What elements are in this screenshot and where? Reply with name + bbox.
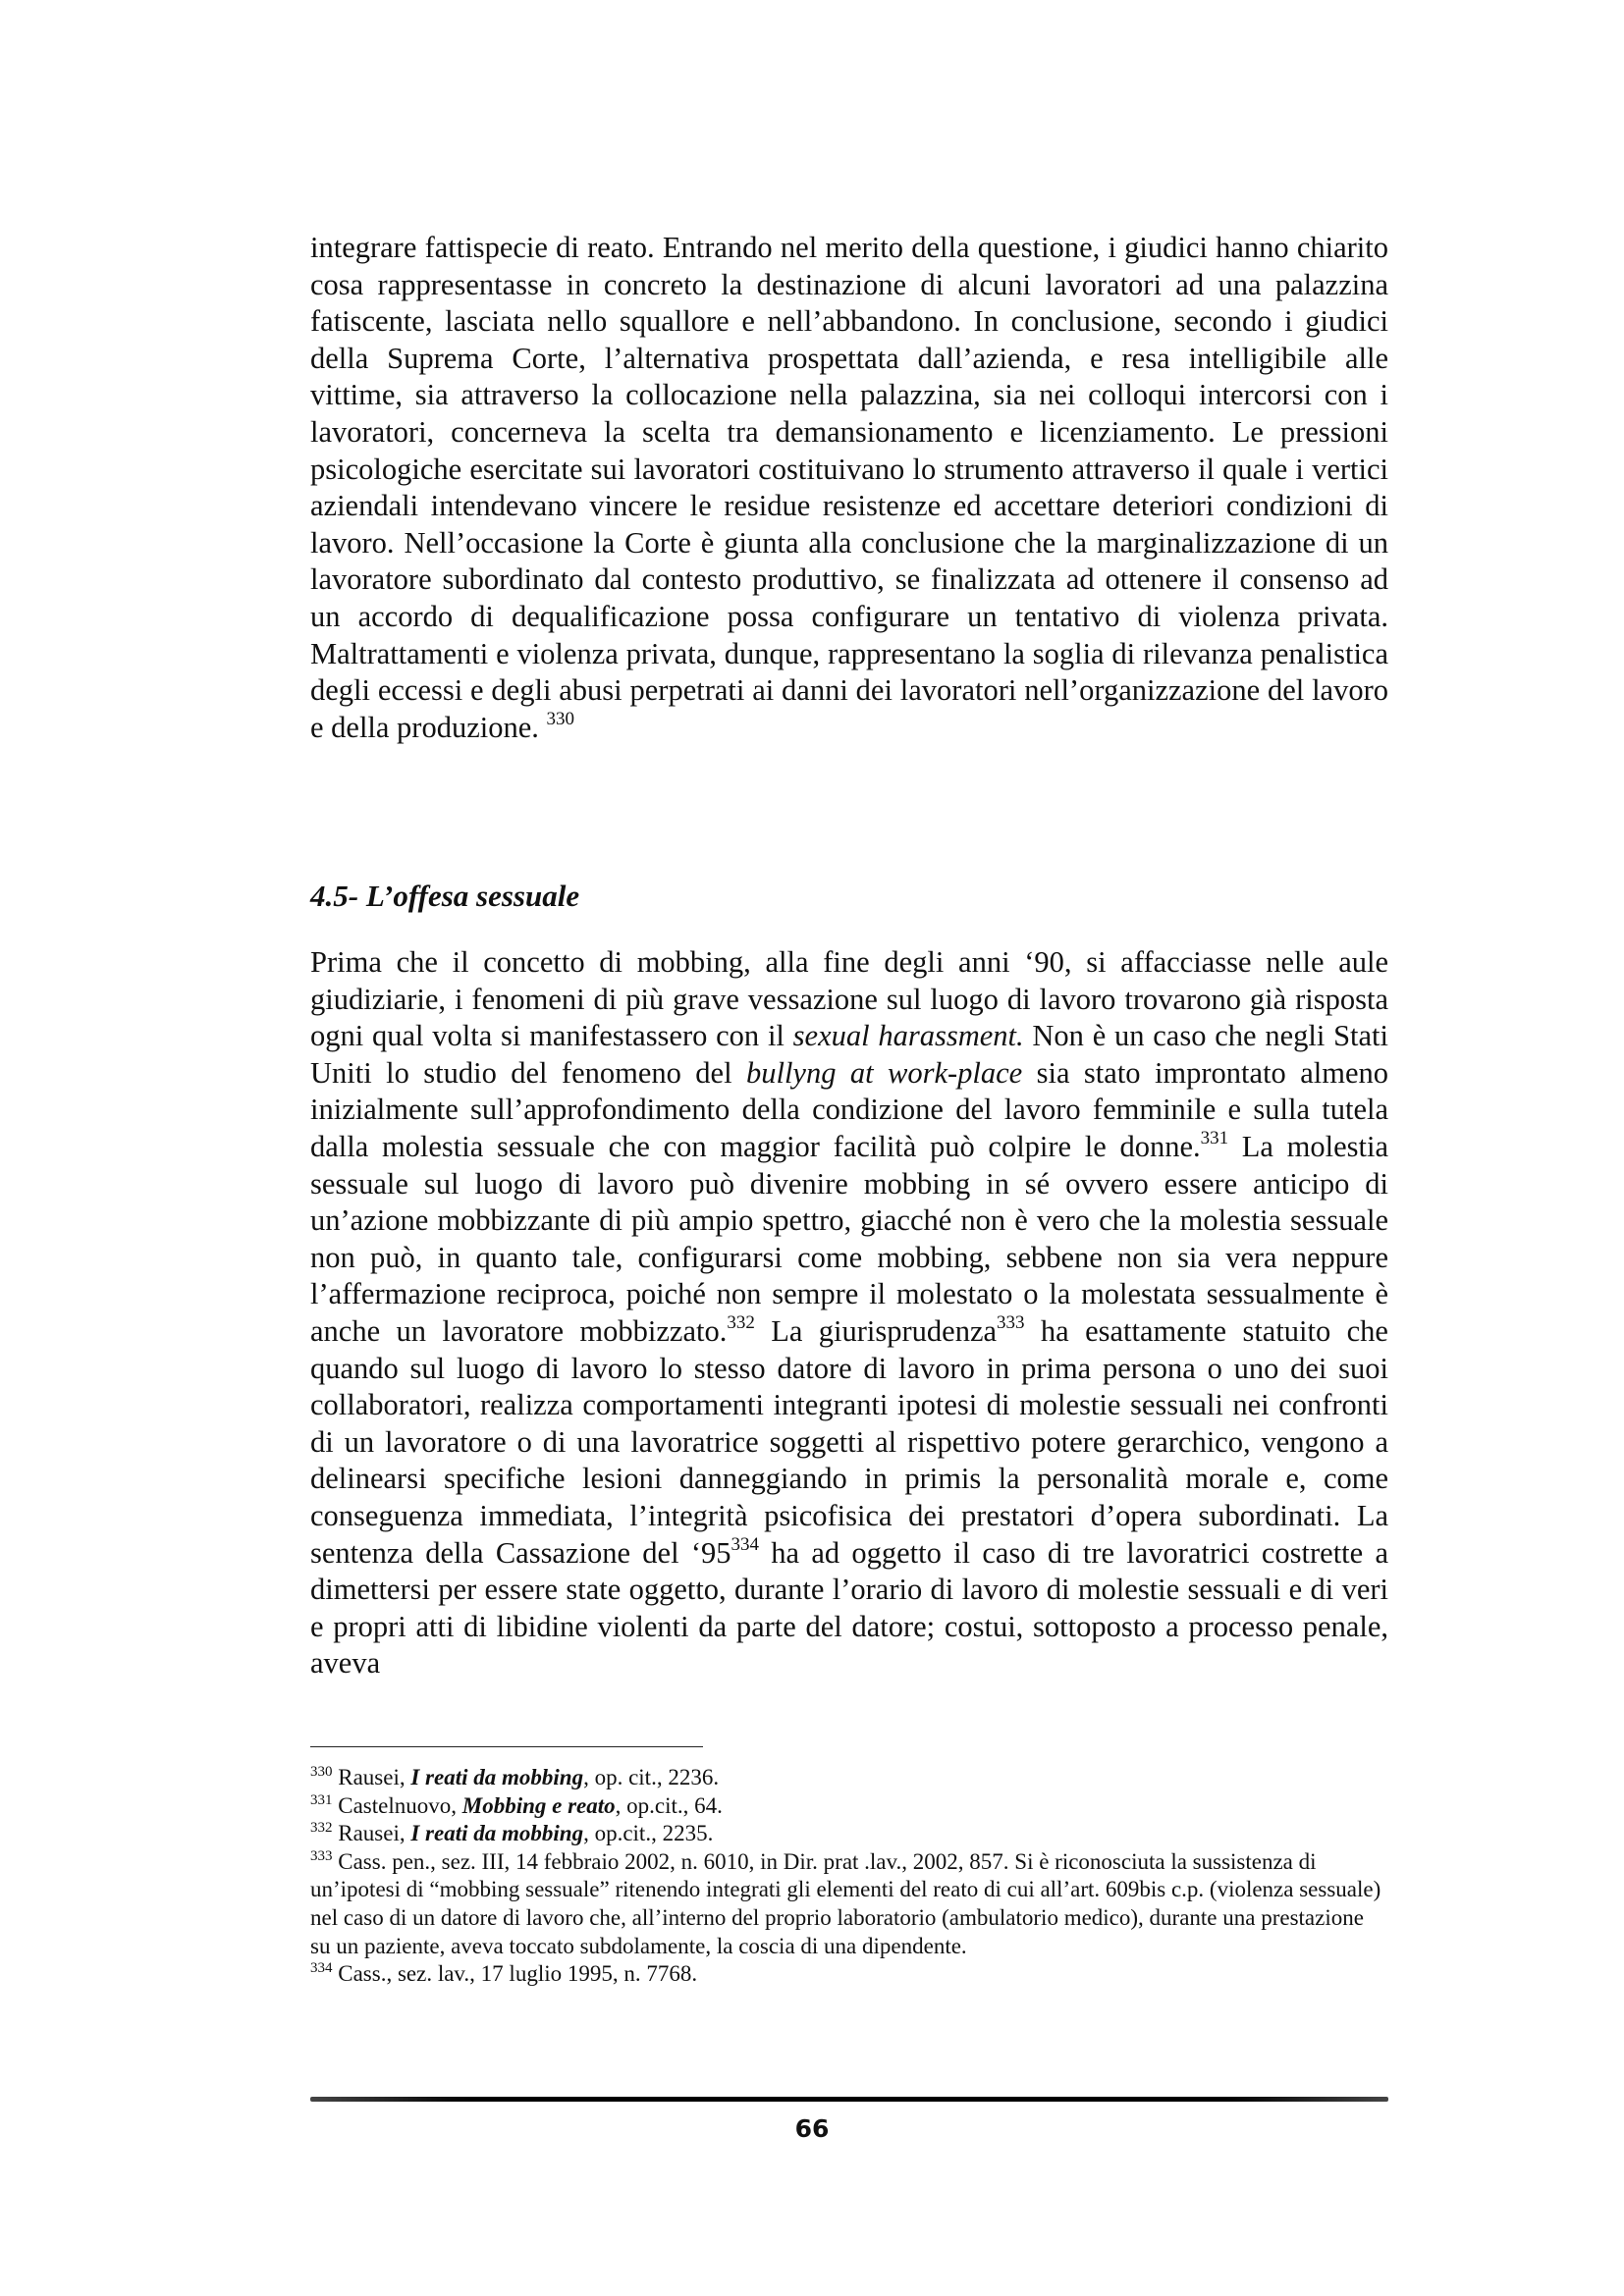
paragraph-2-text: Non è un caso che negli Stati Uniti lo studio del fenomeno del xyxy=(310,1019,1388,1090)
footnote-number: 332 xyxy=(310,1820,333,1837)
footnote-ref-331[interactable]: 331 xyxy=(1200,1127,1229,1148)
footnote-ref-330[interactable]: 330 xyxy=(546,708,575,729)
footnote-text: Cass., sez. lav., 17 luglio 1995, n. 7768. xyxy=(332,1961,698,1987)
footnote-ref-332[interactable]: 332 xyxy=(727,1311,755,1333)
body-paragraph-1 xyxy=(310,230,1388,746)
paragraph-2-text: Prima che il concetto di mobbing, alla fine degli anni ‘90, si affacciasse nelle aule giudiziarie, i fenomeni di più grave vessazione sul luogo di lavoro trovarono già risposta ogni qual volta si manifestassero con il xyxy=(310,945,1388,1053)
footnote-number: 333 xyxy=(310,1847,333,1864)
footnote-separator xyxy=(310,1746,703,1747)
footnote-text: Castelnuovo, xyxy=(332,1792,462,1818)
page-footer-rule xyxy=(310,2097,1388,2102)
footnote-text: Rausei, xyxy=(332,1821,411,1846)
paragraph-2-text: ha esattamente statuito che quando sul luogo di lavoro lo stesso datore di lavoro in prima persona o uno dei suoi collaboratori, realizza comportamenti integranti ipotesi di molestie sessuali nei confronti di un lavoratore o di una lavoratrice soggetti al rispettivo potere gerarchico, vengono a delinearsi specifiche lesioni danneggiando in primis la personalità morale e, come conseguenza immediata, l’integrità psicofisica dei prestatori d’opera subordinati. La sentenza della Cassazione del ‘95 xyxy=(310,1313,1388,1570)
footnote-330 xyxy=(310,1764,1388,1792)
paragraph-2-text: ha ad oggetto il caso di tre lavoratrici costrette a dimettersi per essere state oggetto, durante l’orario di lavoro di molestie sessuali e di veri e propri atti di libidine violenti da parte del datore; costui, sottoposto a processo penale, aveva xyxy=(310,1535,1389,1681)
footnote-332 xyxy=(310,1820,1388,1848)
body-paragraph-2 xyxy=(310,944,1388,1682)
paragraph-2-text: La molestia sessuale sul luogo di lavoro può divenire mobbing in sé ovvero essere anticipo di un’azione mobbizzante di più ampio spettro, giacché non è vero che la molestia sessuale non può, in quanto tale, configurarsi come mobbing, sebbene non sia vera neppure l’affermazione reciproca, poiché non sempre il molestato o la molestata sessualmente è anche un lavoratore mobbizzato. xyxy=(310,1129,1388,1348)
section-title: L’offesa sessuale xyxy=(365,879,580,913)
footnote-number: 334 xyxy=(310,1960,333,1977)
footnote-331 xyxy=(310,1792,1388,1821)
footnote-text: , op.cit., 2235. xyxy=(583,1821,714,1846)
footnote-text: , op. cit., 2236. xyxy=(583,1765,720,1789)
footnote-number: 331 xyxy=(310,1791,333,1808)
footnote-334 xyxy=(310,1960,1388,1989)
footnote-333 xyxy=(310,1848,1388,1960)
footnote-ref-334[interactable]: 334 xyxy=(731,1533,759,1555)
footnotes xyxy=(310,1764,1388,1989)
footnote-text: Rausei, xyxy=(332,1765,411,1789)
paragraph-2-text: sia stato improntato almeno inizialmente sull’approfondimento della condizione del lavoro femminile e sulla tutela dalla molestia sessuale che con maggior facilità può colpire le donne. xyxy=(310,1055,1388,1163)
section-number: 4.5- xyxy=(310,879,359,913)
footnote-title: I reati da mobbing xyxy=(410,1765,584,1789)
footnote-title: I reati da mobbing xyxy=(410,1821,584,1846)
page-number: 66 xyxy=(794,2114,830,2143)
italic-term-bullyng: bullyng at work-place xyxy=(745,1055,1023,1090)
footnote-text: Cass. pen., sez. III, 14 febbraio 2002, n. 6010, in Dir. prat .lav., 2002, 857. Si è riconosciuta la sussistenza di un’ipotesi di “mobbing sessuale” ritenendo integrati gli elementi del reato di cui all’art. 609bis c.p. (violenza sessuale) nel caso di un datore di lavoro che, all’interno del proprio laboratorio (ambulatorio medico), durante una prestazione su un paziente, aveva toccato subdolamente, la coscia di una dipendente. xyxy=(310,1848,1381,1958)
footnote-text: , op.cit., 64. xyxy=(615,1792,723,1818)
section-heading xyxy=(310,879,579,914)
footnote-title: Mobbing e reato xyxy=(461,1792,616,1818)
footnote-ref-333[interactable]: 333 xyxy=(997,1311,1025,1333)
paragraph-2-text: La giurisprudenza xyxy=(754,1313,998,1348)
paragraph-1-text: integrare fattispecie di reato. Entrando nel merito della questione, i giudici hanno chiarito cosa rappresentasse in concreto la destinazione di alcuni lavoratori ad una palazzina fatiscente, lasciata nello squallore e nell’abbandono. In conclusione, secondo i giudici della Suprema Corte, l’alternativa prospettata dall’azienda, e resa intelligibile alle vittime, sia attraverso la collocazione nella palazzina, sia nei colloqui intercorsi con i lavoratori, concerneva la scelta tra demansionamento e licenziamento. Le pressioni psicologiche esercitate sui lavoratori costituivano lo strumento attraverso il quale i vertici aziendali intendevano vincere le residue resistenze ed accettare deteriori condizioni di lavoro. Nell’occasione la Corte è giunta alla conclusione che la marginalizzazione di un lavoratore subordinato dal contesto produttivo, se finalizzata ad ottenere il consenso ad un accordo di dequalificazione possa configurare un tentativo di violenza privata. Maltrattamenti e violenza privata, dunque, rappresentano la soglia di rilevanza penalistica degli eccessi e degli abusi perpetrati ai danni dei lavoratori nell’organizzazione del lavoro e della produzione. xyxy=(310,231,1388,744)
italic-term-sexual-harassment: sexual harassment. xyxy=(792,1019,1024,1053)
footnote-number: 330 xyxy=(310,1764,333,1780)
